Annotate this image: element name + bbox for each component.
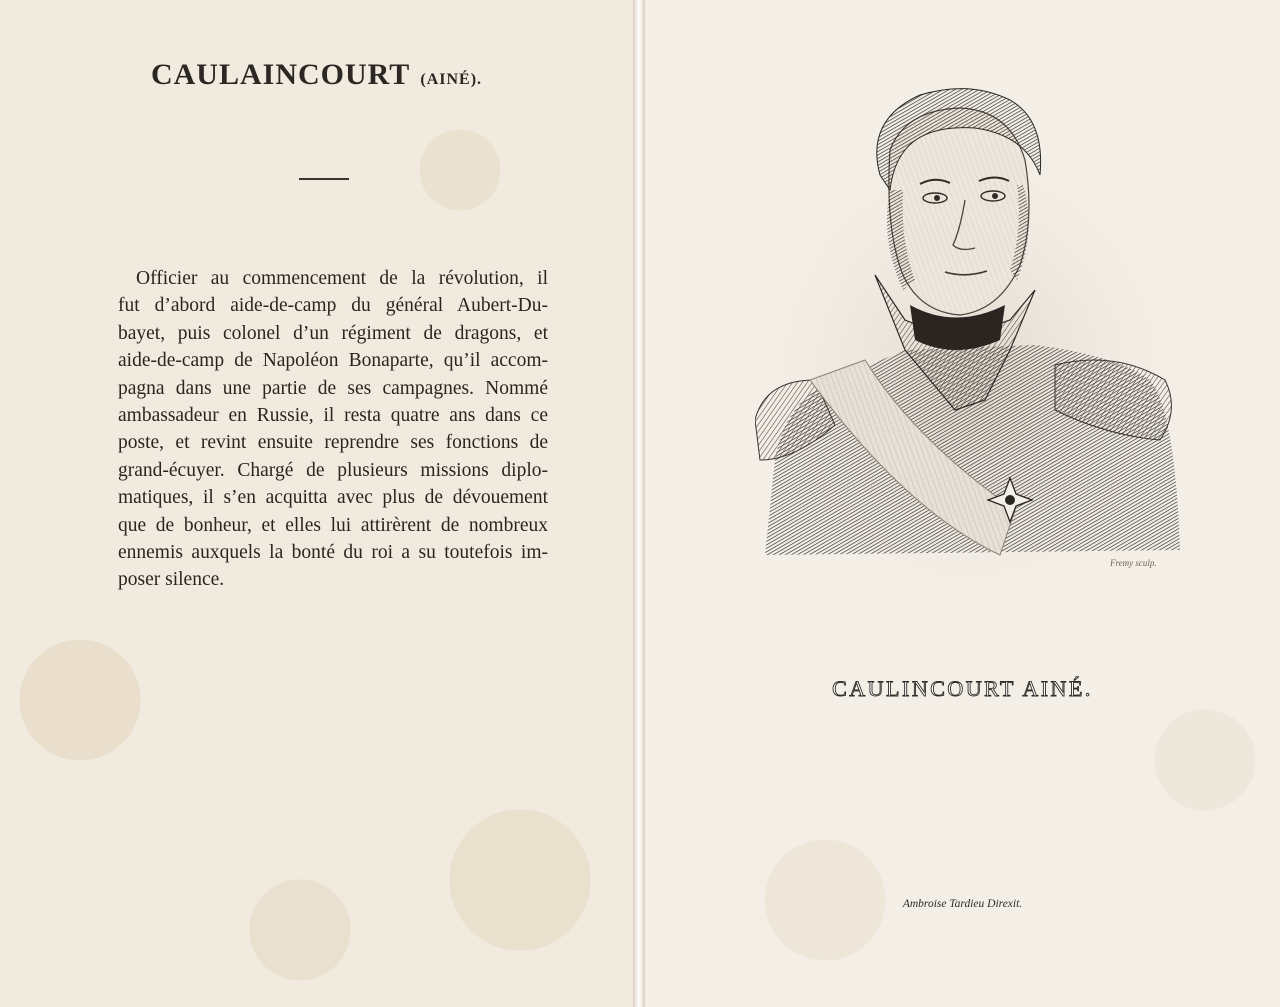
- page-title: [0, 58, 633, 92]
- text-line: grand-écuyer. Chargé de plusieurs missions diplo-: [118, 459, 548, 481]
- text-line: pagna dans une partie de ses campagnes. Nommé: [118, 377, 548, 399]
- text-line: aide-de-camp de Napoléon Bonaparte, qu’il accom-: [118, 350, 548, 372]
- text-line: poser silence.: [118, 569, 225, 591]
- engraver-signature: Fremy sculp.: [1110, 558, 1157, 568]
- title-suffix: (AINÉ).: [420, 71, 483, 88]
- text-line: Officier au commencement de la révolution, il: [136, 268, 548, 289]
- title-divider: [299, 178, 349, 180]
- text-line: poste, et revint ensuite reprendre ses fonctions de: [118, 432, 548, 454]
- title-name: CAULAINCOURT: [150, 58, 411, 91]
- director-credit: Ambroise Tardieu Direxit.: [902, 898, 1023, 910]
- engraved-portrait: [755, 80, 1185, 580]
- text-line: bayet, puis colonel d’un régiment de dragons, et: [118, 322, 548, 344]
- biography-paragraph: [118, 265, 548, 594]
- text-line: matiques, il s’en acquitta avec plus de dévouement: [118, 487, 548, 509]
- text-line: ambassadeur en Russie, il resta quatre ans dans ce: [118, 405, 548, 427]
- portrait-page: [645, 0, 1280, 1007]
- text-line: ennemis auxquels la bonté du roi a su toutefois im-: [118, 542, 548, 564]
- portrait-caption: CAULINCOURT AINÉ.: [832, 676, 1093, 701]
- text-line: que de bonheur, et elles lui attirèrent de nombreux: [118, 514, 548, 536]
- text-line: fut d’abord aide-de-camp du général Aubert-Du-: [118, 295, 548, 317]
- text-page: [0, 0, 633, 1007]
- book-gutter: [633, 0, 645, 1007]
